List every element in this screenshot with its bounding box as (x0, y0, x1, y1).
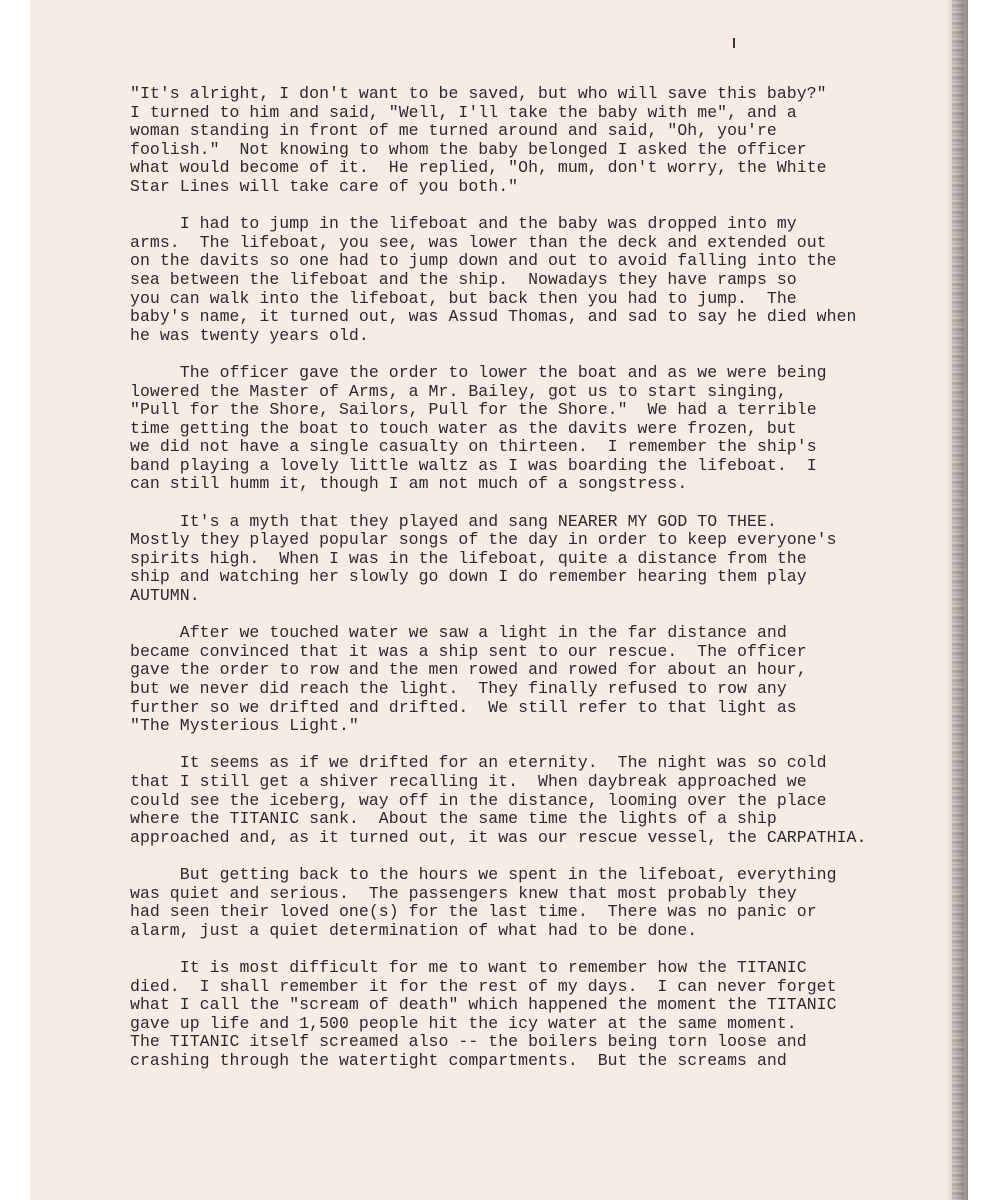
paragraph-8: It is most difficult for me to want to remember how the TITANIC died. I shall remember it for the rest of my days. I can never forget what I call the "scream of death" which happened the moment the TITANIC gave up life and 1,500 people hit the icy water at the same moment. The TITANIC itself screamed also -- the boilers being torn loose and crashing through the watertight compartments. But the screams and (130, 957, 837, 1070)
paragraph-7: But getting back to the hours we spent in the lifeboat, everything was quiet and serious. The passengers knew that most probably they had seen their loved one(s) for the last time. There was no panic or alarm, just a quiet determination of what had to be done. (130, 864, 837, 940)
paragraph-2: I had to jump in the lifeboat and the baby was dropped into my arms. The lifeboat, you see, was lower than the deck and extended out on the davits so one had to jump down and out to avoid falling into the sea between the lifeboat and the ship. Nowadays they have ramps so you can walk into the lifeboat, but back then you had to jump. The baby's name, it turned out, was Assud Thomas, and sad to say he died when he was twenty years old. (130, 214, 857, 345)
document-body (130, 85, 950, 1070)
page-edge-speckle (952, 0, 964, 1200)
paragraph-4: It's a myth that they played and sang NEARER MY GOD TO THEE. Mostly they played popular songs of the day in order to keep everyone's spirits high. When I was in the lifeboat, quite a distance from the ship and watching her slowly go down I do remember hearing them play AUTUMN. (130, 511, 837, 606)
page-mark (733, 38, 735, 48)
typewritten-page (30, 0, 968, 1200)
paragraph-1: "It's alright, I don't want to be saved, but who will save this baby?" I turned to him and said, "Well, I'll take the baby with me", and a woman standing in front of me turned around and said, "Oh, you're foolish." Not knowing to whom the baby belonged I asked the officer what would become of it. He replied, "Oh, mum, don't worry, the White Star Lines will take care of you both." (130, 84, 827, 196)
paragraph-6: It seems as if we drifted for an eternity. The night was so cold that I still get a shiver recalling it. When daybreak approached we could see the iceberg, way off in the distance, looming over the place where the TITANIC sank. About the same time the lights of a ship approached and, as it turned out, it was our rescue vessel, the CARPATHIA. (130, 753, 867, 847)
paragraph-3: The officer gave the order to lower the boat and as we were being lowered the Master of Arms, a Mr. Bailey, got us to start singing, "Pull for the Shore, Sailors, Pull for the Shore." We had a terrible time getting the boat to touch water as the davits were frozen, but we did not have a single casualty on thirteen. I remember the ship's band playing a lovely little waltz as I was boarding the lifeboat. I can still humm it, though I am not much of a songstress. (130, 362, 827, 494)
paragraph-5: After we touched water we saw a light in the far distance and became convinced that it was a ship sent to our rescue. The officer gave the order to row and the men rowed and rowed for about an hour, but we never did reach the light. They finally refused to row any further so we drifted and drifted. We still refer to that light as "The Mysterious Light." (130, 623, 807, 736)
